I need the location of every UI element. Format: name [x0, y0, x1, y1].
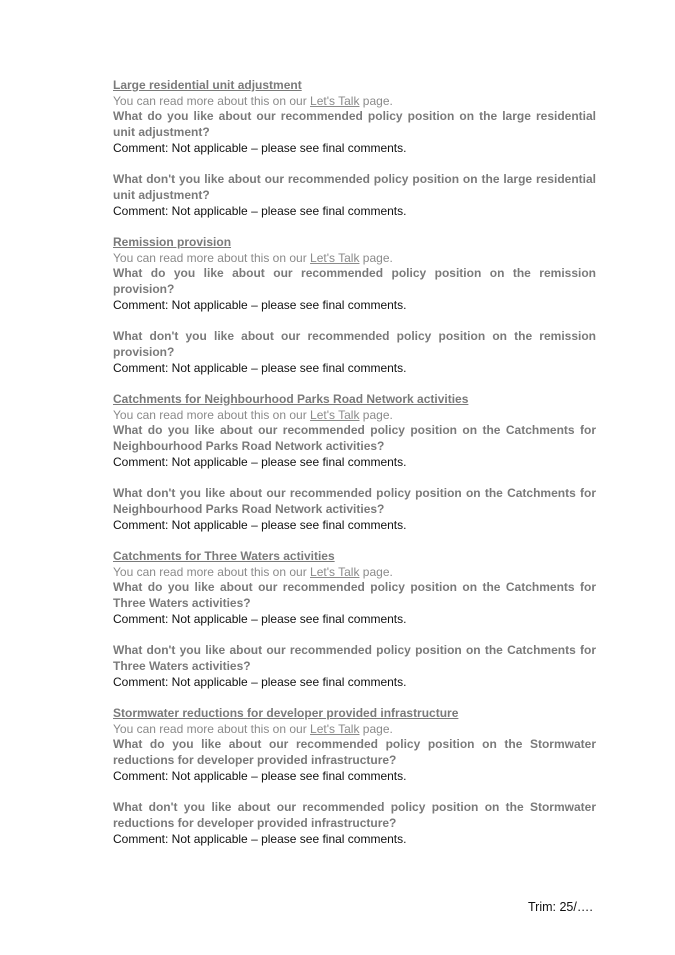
document-body [113, 78, 596, 863]
lets-talk-link[interactable]: Let's Talk [310, 721, 360, 736]
read-more-line [113, 408, 596, 424]
read-more-prefix: You can read more about this on our [113, 407, 311, 422]
read-more-line [113, 722, 596, 738]
read-more-prefix: You can read more about this on our [113, 564, 311, 579]
like-question: What do you like about our recommended policy position on the Catchments for Neighbourhood Parks Road Network activities? [113, 423, 596, 454]
read-more-suffix: page. [359, 564, 393, 579]
like-comment: Comment: Not applicable – please see final comments. [113, 611, 407, 626]
like-comment: Comment: Not applicable – please see final comments. [113, 140, 407, 155]
like-comment: Comment: Not applicable – please see final comments. [113, 454, 407, 469]
like-question: What do you like about our recommended policy position on the remission provision? [113, 266, 596, 297]
read-more-suffix: page. [359, 407, 393, 422]
dislike-comment: Comment: Not applicable – please see final comments. [113, 203, 407, 218]
section-title: Catchments for Three Waters activities [113, 549, 335, 563]
read-more-prefix: You can read more about this on our [113, 250, 311, 265]
section-title: Stormwater reductions for developer provided infrastructure [113, 706, 459, 720]
like-block [113, 423, 596, 470]
lets-talk-link[interactable]: Let's Talk [310, 250, 360, 265]
section-stormwater-reductions [113, 706, 596, 847]
read-more-prefix: You can read more about this on our [113, 93, 311, 108]
section-title: Remission provision [113, 235, 232, 249]
section-catchments-three-waters [113, 549, 596, 690]
section-catchments-neighbourhood-parks [113, 392, 596, 533]
dislike-question: What don't you like about our recommended policy position on the Catchments for Three Waters activities? [113, 643, 596, 673]
read-more-line [113, 94, 596, 110]
dislike-question: What don't you like about our recommended policy position on the Stormwater reductions for developer provided infrastructure? [113, 800, 596, 830]
lets-talk-link[interactable]: Let's Talk [310, 93, 360, 108]
read-more-line [113, 565, 596, 581]
like-question: What do you like about our recommended policy position on the large residential unit adjustment? [113, 109, 596, 140]
dislike-block [113, 329, 596, 376]
read-more-suffix: page. [359, 250, 393, 265]
section-title: Catchments for Neighbourhood Parks Road Network activities [113, 392, 469, 406]
dislike-comment: Comment: Not applicable – please see final comments. [113, 674, 407, 689]
dislike-question: What don't you like about our recommended policy position on the large residential unit adjustment? [113, 172, 596, 202]
section-large-residential-unit-adjustment [113, 78, 596, 219]
read-more-suffix: page. [359, 93, 393, 108]
read-more-prefix: You can read more about this on our [113, 721, 311, 736]
like-block [113, 737, 596, 784]
section-title: Large residential unit adjustment [113, 78, 302, 92]
dislike-comment: Comment: Not applicable – please see final comments. [113, 360, 407, 375]
dislike-comment: Comment: Not applicable – please see final comments. [113, 517, 407, 532]
read-more-suffix: page. [359, 721, 393, 736]
like-comment: Comment: Not applicable – please see final comments. [113, 768, 407, 783]
lets-talk-link[interactable]: Let's Talk [310, 564, 360, 579]
like-question: What do you like about our recommended policy position on the Catchments for Three Waters activities? [113, 580, 596, 611]
dislike-question: What don't you like about our recommended policy position on the remission provision? [113, 329, 596, 359]
like-question: What do you like about our recommended policy position on the Stormwater reductions for developer provided infrastructure? [113, 737, 596, 768]
dislike-question: What don't you like about our recommended policy position on the Catchments for Neighbourhood Parks Road Network activities? [113, 486, 596, 516]
trim-reference: Trim: 25/…. [528, 900, 593, 914]
dislike-block [113, 800, 596, 847]
lets-talk-link[interactable]: Let's Talk [310, 407, 360, 422]
dislike-block [113, 643, 596, 690]
like-block [113, 109, 596, 156]
dislike-comment: Comment: Not applicable – please see final comments. [113, 831, 407, 846]
read-more-line [113, 251, 596, 267]
like-comment: Comment: Not applicable – please see final comments. [113, 297, 407, 312]
section-remission-provision [113, 235, 596, 376]
dislike-block [113, 486, 596, 533]
like-block [113, 266, 596, 313]
dislike-block [113, 172, 596, 219]
like-block [113, 580, 596, 627]
